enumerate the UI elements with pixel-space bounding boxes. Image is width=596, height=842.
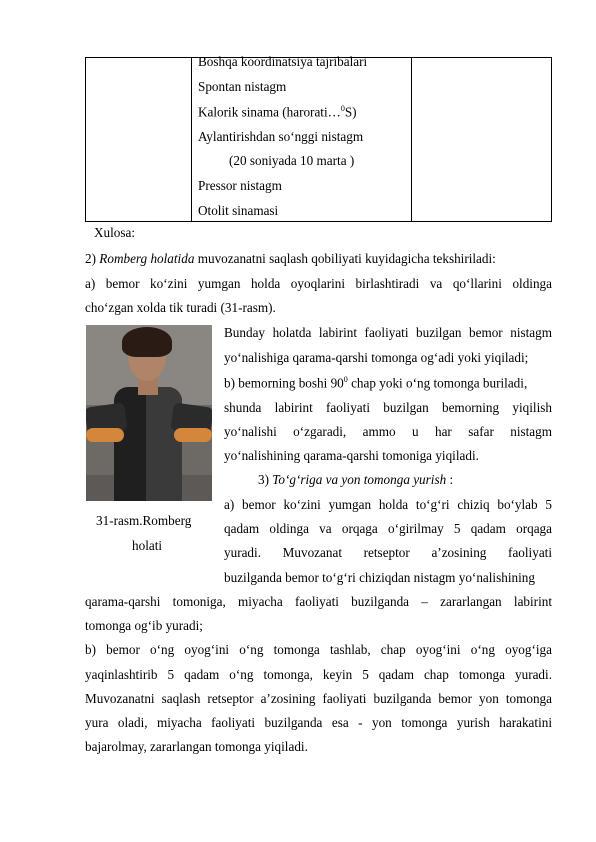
text-line: shunda labirint faoliyati buzilgan bemorning yiqilish: [224, 400, 552, 415]
para-number: 2): [85, 251, 100, 266]
text-line: Muvozanatni saqlash retseptor a’zosining faoliyati buzilganda bemor yon tomonga: [85, 691, 552, 706]
text-line: yaqinlashtirib 5 qadam o‘ng tomonga, keyin 5 qadam chap tomonga yuradi.: [85, 667, 552, 682]
para-italic: To‘g‘riga va yon tomonga yurish: [272, 472, 447, 487]
caloric-sup: 0: [340, 104, 345, 113]
b-pre: b) bemorning boshi 90: [224, 375, 344, 391]
romberg-photo: [86, 325, 212, 501]
paragraph-heading: [258, 472, 453, 488]
text-line: Bunday holatda labirint faoliyati buzilgan bemor nistagm: [224, 325, 552, 340]
text-line: buzilganda bemor to‘g‘ri chiziqdan nistagm yo‘nalishining: [224, 570, 535, 585]
conclusion-label: Xulosa:: [94, 225, 136, 240]
text-line: a) bemor ko‘zini yumgan holda oyoqlarini birlashtiradi va qo‘llarini oldinga: [85, 276, 552, 291]
table-divider: [191, 58, 192, 221]
table-cell: Pressor nistagm: [198, 178, 282, 193]
table-cell: [198, 104, 357, 120]
figure-caption: holati: [132, 538, 163, 553]
text-line: yura oladi, miyacha faoliyati buzilganda esa - yon tomonga yurish harakatini: [85, 715, 552, 730]
caloric-end: S): [344, 104, 357, 120]
caloric-text: Kalorik sinama (harorati…: [198, 104, 341, 120]
para-rest: muvozanatni saqlash qobiliyati kuyidagicha tekshiriladi:: [194, 251, 496, 266]
table-cell: Spontan nistagm: [198, 79, 287, 94]
text-line: yo‘nalishiga qarama-qarshi tomonga og‘adi yoki yiqiladi;: [224, 350, 529, 365]
table-cell: Otolit sinamasi: [198, 203, 279, 218]
b-post: chap yoki o‘ng tomonga buriladi,: [347, 375, 528, 391]
degree-sup: 0: [343, 375, 348, 384]
table-cell: (20 soniyada 10 marta ): [229, 153, 355, 168]
para-number: 3): [258, 472, 273, 487]
text-line: qadam oldinga va orqaga o‘girilmay 5 qadam orqaga: [224, 521, 552, 536]
text-line: bajarolmay, zararlangan tomonga yiqiladi.: [85, 739, 308, 754]
para-rest: :: [446, 472, 454, 487]
text-line: qarama-qarshi tomoniga, miyacha faoliyati buzilganda – zararlangan labirint: [85, 594, 552, 609]
para-italic: Romberg holatida: [99, 251, 195, 266]
text-line: a) bemor ko‘zini yumgan holda to‘g‘ri chiziq bo‘ylab 5: [224, 497, 552, 512]
text-line: yo‘nalishining qarama-qarshi tomoniga yiqiladi.: [224, 448, 479, 463]
text-line: b) bemor o‘ng oyog‘ini o‘ng tomonga tashlab, chap oyog‘ini o‘ng oyog‘iga: [85, 642, 552, 657]
figure-caption: 31-rasm.Romberg: [96, 513, 192, 528]
text-line: cho‘zgan xolda tik turadi (31-rasm).: [85, 300, 276, 315]
text-line: yuradi. Muvozanat retseptor a’zosining faoliyati: [224, 545, 552, 560]
text-line: yo‘nalishi o‘zgaradi, ammo u har safar nistagm: [224, 424, 552, 439]
table-divider: [411, 58, 412, 221]
text-line: [224, 375, 527, 391]
table-cell: Aylantirishdan so‘nggi nistagm: [198, 129, 364, 144]
paragraph-heading: [85, 251, 496, 267]
text-line: tomonga og‘ib yuradi;: [85, 618, 203, 633]
table-cell: Boshqa koordinatsiya tajribalari: [198, 54, 368, 69]
